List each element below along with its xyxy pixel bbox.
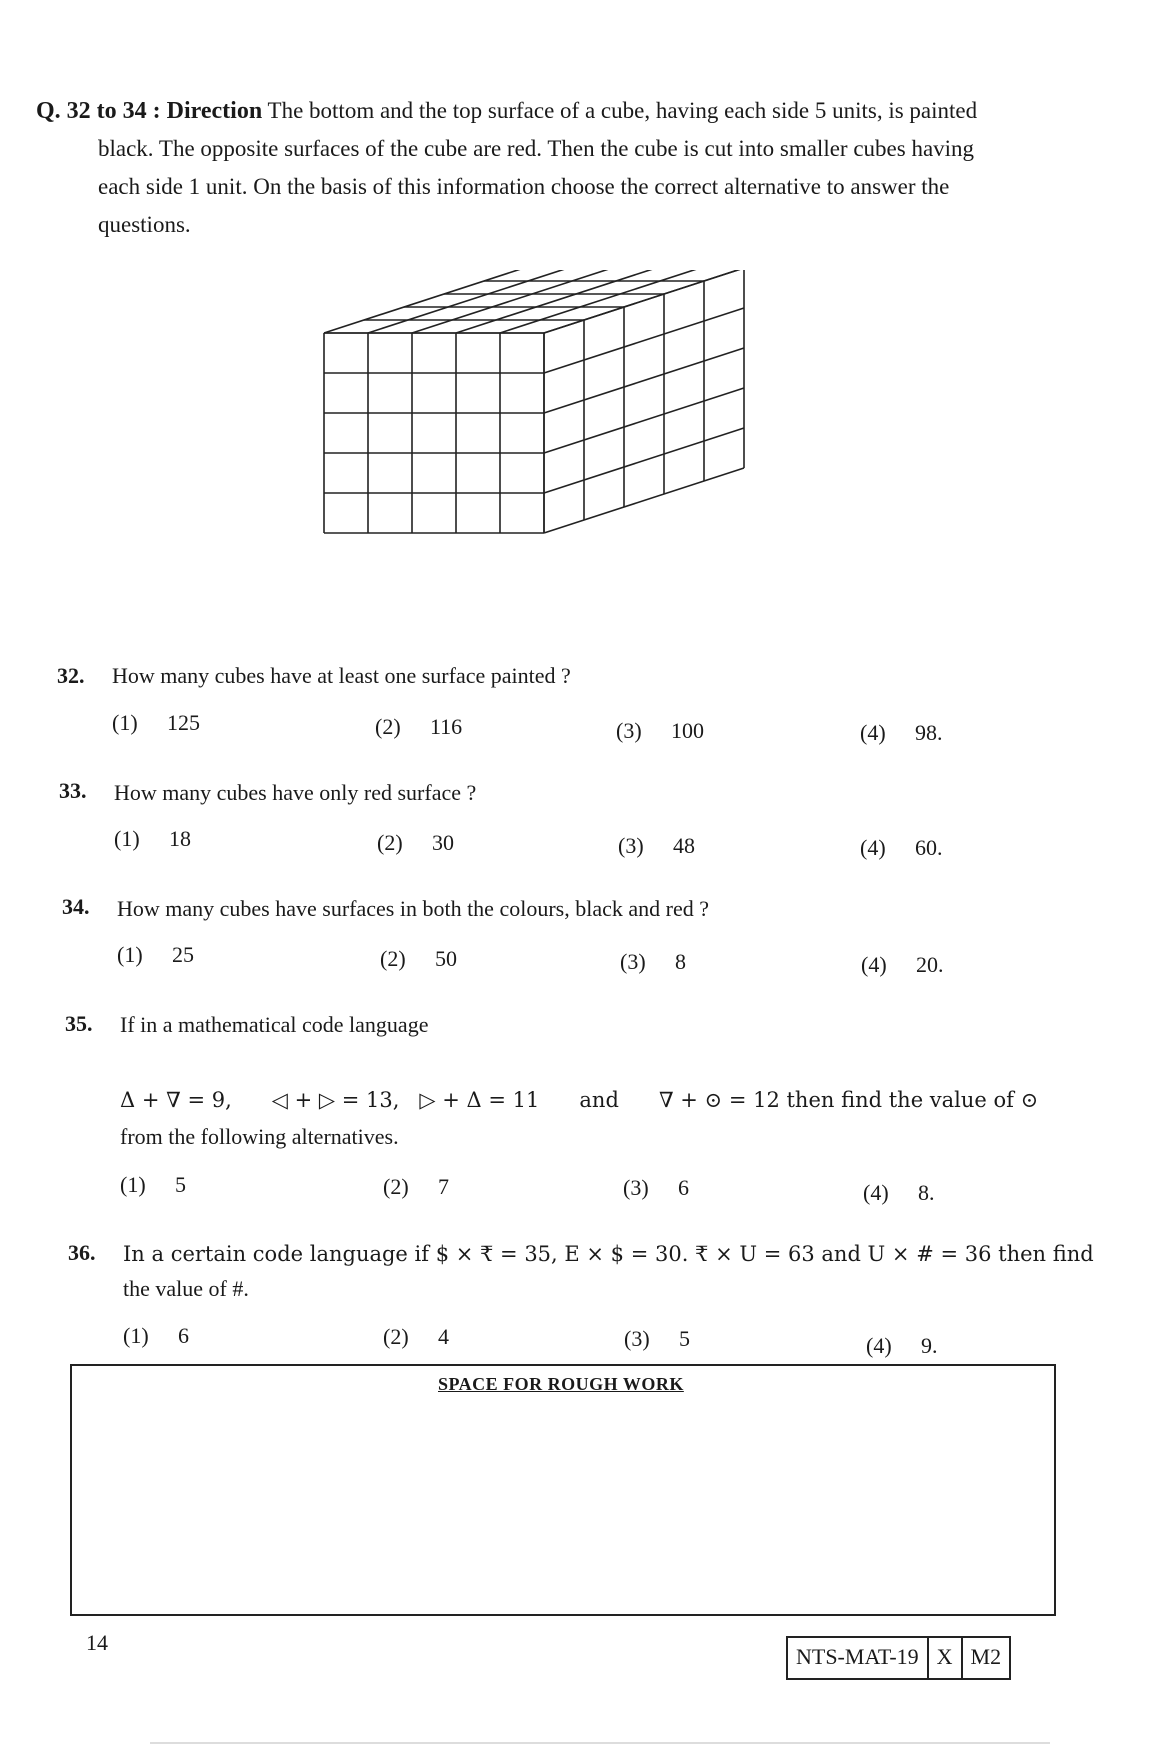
option-1: (1) 5 — [120, 1172, 186, 1197]
direction-paragraph — [36, 92, 1056, 244]
cube-grid-line — [500, 270, 700, 333]
question-number: 32. — [57, 663, 85, 688]
option-3: (3) 100 — [616, 718, 704, 743]
option-3: (3) 48 — [618, 833, 695, 858]
question-text: If in a mathematical code language — [120, 1012, 429, 1037]
direction-lead: Q. 32 to 34 : Direction — [36, 98, 263, 124]
direction-line-4: questions. — [98, 212, 191, 237]
option-1: (1) 125 — [112, 710, 200, 735]
paper-code: NTS-MAT-19 — [796, 1644, 919, 1669]
cube-figure — [320, 270, 780, 590]
rough-work-title: SPACE FOR ROUGH WORK — [438, 1374, 684, 1394]
option-4: (4) 60. — [860, 835, 943, 860]
rough-work-box — [70, 1364, 1056, 1616]
question-number: 34. — [62, 894, 90, 919]
option-4: (4) 8. — [863, 1180, 935, 1205]
cube-grid-line — [544, 308, 744, 373]
question-text: How many cubes have surfaces in both the colours, black and red ? — [117, 896, 709, 921]
question-text-continued: from the following alternatives. — [120, 1124, 399, 1149]
cube-grid-line — [456, 270, 656, 333]
cube-grid-line — [544, 270, 744, 333]
option-4: (4) 9. — [866, 1333, 938, 1358]
option-2: (2) 50 — [380, 946, 457, 971]
paper-medium: M2 — [961, 1638, 1010, 1678]
option-2: (2) 4 — [383, 1324, 449, 1349]
direction-line-2: black. The opposite surfaces of the cube are red. Then the cube is cut into smaller cubes having — [98, 136, 975, 161]
question-text: How many cubes have only red surface ? — [114, 780, 477, 805]
option-3: (3) 6 — [623, 1175, 689, 1200]
page-edge-line — [150, 1742, 1050, 1744]
paper-set: X — [927, 1638, 961, 1678]
option-4: (4) 98. — [860, 720, 943, 745]
question-number: 35. — [65, 1011, 93, 1036]
option-2: (2) 116 — [375, 714, 463, 739]
code-equation: Δ + ∇ = 9, ◁ + ▷ = 13, ▷ + Δ = 11 and ∇ + ⊙ = 12 then find the value of ⊙ — [120, 1088, 1039, 1112]
cube-grid-line — [412, 270, 612, 333]
question-number: 33. — [59, 778, 87, 803]
cube-grid-line — [544, 468, 744, 533]
option-4: (4) 20. — [861, 952, 944, 977]
cube-grid-line — [324, 270, 524, 333]
option-1: (1) 6 — [123, 1323, 189, 1348]
option-1: (1) 18 — [114, 826, 191, 851]
question-text: How many cubes have at least one surface painted ? — [112, 663, 571, 688]
cube-grid-line — [368, 270, 568, 333]
page-number: 14 — [86, 1630, 108, 1655]
question-number: 36. — [68, 1240, 96, 1265]
question-text: In a certain code language if $ × ₹ = 35, E × $ = 30. ₹ × U = 63 and U × # = 36 then find — [123, 1242, 1094, 1266]
option-3: (3) 5 — [624, 1326, 690, 1351]
direction-line-1: The bottom and the top surface of a cube, having each side 5 units, is painted — [267, 98, 978, 123]
cube-grid-line — [544, 348, 744, 413]
option-1: (1) 25 — [117, 942, 194, 967]
option-2: (2) 30 — [377, 830, 454, 855]
paper-code-box — [786, 1636, 1011, 1680]
direction-line-3: each side 1 unit. On the basis of this information choose the correct alternative to answer the — [98, 174, 950, 199]
option-3: (3) 8 — [620, 949, 686, 974]
option-2: (2) 7 — [383, 1174, 449, 1199]
cube-grid-line — [544, 388, 744, 453]
question-text-continued: the value of #. — [123, 1276, 249, 1301]
cube-grid-line — [544, 428, 744, 493]
